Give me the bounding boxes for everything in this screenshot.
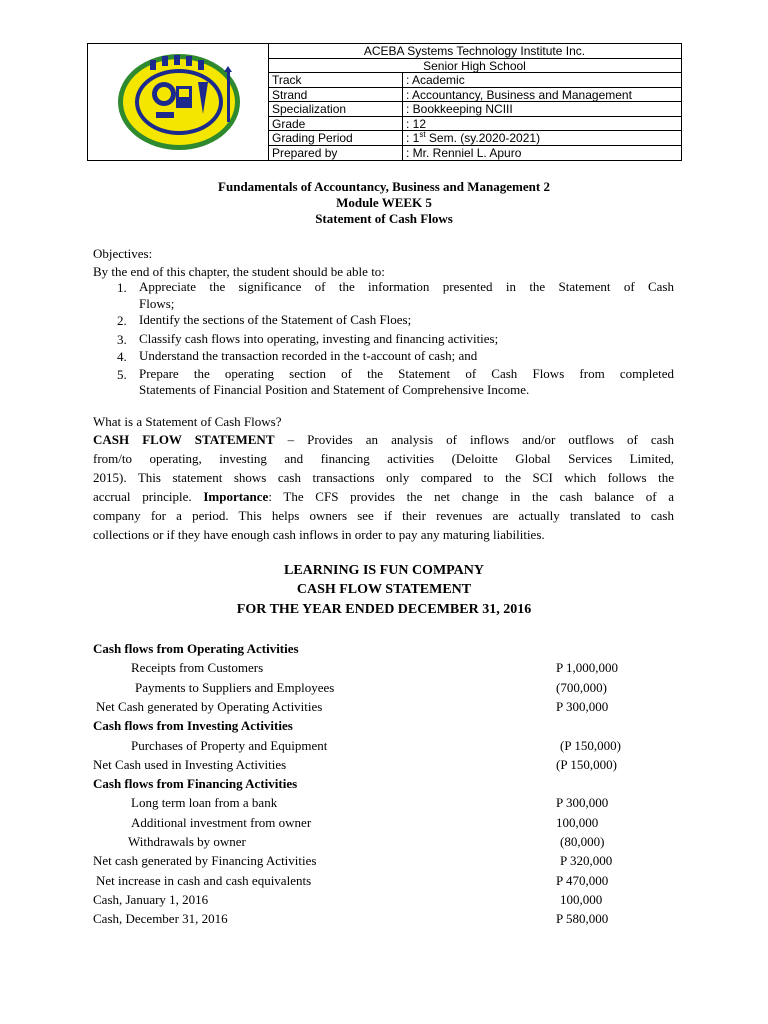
- objective-number: 1.: [117, 280, 127, 295]
- objective-number: 4.: [117, 349, 127, 364]
- line-item-label: Additional investment from owner: [131, 814, 312, 830]
- prepared-by-key: Prepared by: [272, 145, 338, 160]
- school-header-table: [87, 43, 682, 161]
- statement-name: CASH FLOW STATEMENT: [296, 582, 472, 597]
- cash-flow-row: [0, 873, 768, 892]
- cash-flow-row: [0, 795, 768, 814]
- cash-flow-row: [0, 834, 768, 853]
- strand-row: [268, 88, 681, 103]
- line-item-label: Net cash generated by Financing Activities: [93, 853, 317, 869]
- line-item-label: Withdrawals by owner: [128, 834, 246, 849]
- objectives-intro: By the end of this chapter, the student should be able to:: [93, 264, 385, 279]
- module-week: Module WEEK 5: [336, 195, 432, 210]
- cash-flow-row: [0, 815, 768, 834]
- importance-label: Importance: [203, 489, 269, 504]
- objective-item-1: Appreciate the significance of the information presented in the Statement of Cash: [139, 279, 674, 294]
- cash-flow-row: [0, 757, 768, 776]
- definition-line-6: collections or if they have enough cash inflows in order to pay any maturing liabilities.: [93, 527, 545, 542]
- grading-period-value: : 1st Sem. (sy.2020-2021): [402, 131, 682, 146]
- grading-period-key: Grading Period: [272, 131, 353, 145]
- statement-period: FOR THE YEAR ENDED DECEMBER 31, 2016: [236, 602, 532, 617]
- strand-key: Strand: [272, 87, 308, 102]
- line-item-amount: P 1,000,000: [556, 660, 618, 676]
- line-item-label: Cash, December 31, 2016: [93, 911, 228, 927]
- definition-line-3: 2015). This statement shows cash transactions only compared to the SCI which follows the: [93, 470, 674, 485]
- line-item-label: Net increase in cash and cash equivalents: [96, 872, 312, 888]
- section-heading: Cash flows from Investing Activities: [93, 718, 293, 734]
- cash-flow-row: [0, 641, 768, 660]
- subject-title: Fundamentals of Accountancy, Business and Management 2: [218, 179, 550, 194]
- cash-flow-row: [0, 699, 768, 718]
- cash-flow-row: [0, 911, 768, 930]
- line-item-amount: (P 150,000): [556, 756, 617, 772]
- company-name: LEARNING IS FUN COMPANY: [283, 563, 485, 578]
- line-item-label: Receipts from Customers: [131, 660, 264, 676]
- objective-number: 3.: [117, 332, 127, 347]
- objective-item-5-cont: Statements of Financial Position and Statement of Comprehensive Income.: [139, 382, 530, 397]
- logo-cell: [88, 44, 269, 160]
- track-value: : Academic: [402, 73, 682, 88]
- module-topic: Statement of Cash Flows: [315, 211, 453, 226]
- cash-flow-row: [0, 680, 768, 699]
- cash-flow-row: [0, 660, 768, 679]
- track-row: [268, 73, 681, 88]
- school-name: Senior High School: [423, 58, 526, 73]
- line-item-amount: P 300,000: [556, 698, 609, 714]
- line-item-label: Payments to Suppliers and Employees: [135, 679, 335, 695]
- objective-item-3: Classify cash flows into operating, investing and financing activities;: [139, 331, 499, 346]
- line-item-amount: (P 150,000): [560, 737, 621, 753]
- objectives-heading: Objectives:: [93, 246, 153, 261]
- specialization-key: Specialization: [272, 102, 347, 116]
- objective-number: 2.: [117, 313, 127, 328]
- objective-item-4: Understand the transaction recorded in the t-account of cash; and: [139, 348, 478, 363]
- institution-name: ACEBA Systems Technology Institute Inc.: [363, 44, 586, 58]
- definition-question: What is a Statement of Cash Flows?: [93, 414, 282, 429]
- cash-flow-row: [0, 853, 768, 872]
- definition-term: CASH FLOW STATEMENT: [93, 432, 275, 447]
- definition-line-5: company for a period. This helps owners see if their revenues are actually translated to cash: [93, 508, 674, 523]
- prepared-by-value: : Mr. Renniel L. Apuro: [402, 146, 682, 161]
- line-item-amount: P 320,000: [560, 853, 613, 869]
- cash-flow-row: [0, 776, 768, 795]
- definition-line-2: from/to operating, investing and financing activities (Deloitte Global Services Limited,: [93, 451, 674, 466]
- line-item-amount: 100,000: [556, 814, 599, 830]
- line-item-amount: 100,000: [560, 891, 603, 907]
- grade-row: [268, 117, 681, 132]
- line-item-label: Net Cash generated by Operating Activities: [96, 698, 323, 714]
- line-item-label: Purchases of Property and Equipment: [131, 737, 328, 753]
- school-row: [268, 59, 681, 74]
- line-item-amount: P 300,000: [556, 795, 609, 811]
- objective-number: 5.: [117, 367, 127, 382]
- specialization-row: [268, 102, 681, 117]
- specialization-value: : Bookkeeping NCIII: [402, 102, 682, 117]
- definition-line-4: accrual principle. Importance: The CFS provides the net change in the cash balance of a: [93, 489, 674, 504]
- line-item-amount: (700,000): [556, 679, 607, 695]
- cash-flow-row: [0, 718, 768, 737]
- school-logo-icon: [116, 52, 242, 152]
- grade-key: Grade: [272, 116, 306, 131]
- objective-item-5: Prepare the operating section of the Statement of Cash Flows from completed: [139, 366, 674, 381]
- grading-period-row: [268, 131, 681, 146]
- strand-value: : Accountancy, Business and Management: [402, 88, 682, 103]
- line-item-amount: P 580,000: [556, 911, 609, 927]
- line-item-label: Net Cash used in Investing Activities: [93, 756, 287, 772]
- definition-line-1: CASH FLOW STATEMENT – Provides an analysis of inflows and/or outflows of cash: [93, 432, 675, 447]
- track-key: Track: [272, 73, 302, 87]
- section-heading: Cash flows from Operating Activities: [93, 641, 299, 656]
- section-heading: Cash flows from Financing Activities: [93, 776, 298, 792]
- prepared-by-row: [268, 146, 681, 161]
- objective-item-1-cont: Flows;: [139, 296, 175, 311]
- objective-item-2: Identify the sections of the Statement of Cash Floes;: [139, 312, 412, 327]
- line-item-amount: (80,000): [560, 834, 605, 849]
- line-item-label: Cash, January 1, 2016: [93, 891, 209, 907]
- institution-row: [268, 44, 681, 59]
- grade-value: : 12: [402, 117, 682, 132]
- line-item-label: Long term loan from a bank: [131, 795, 278, 811]
- cash-flow-row: [0, 892, 768, 911]
- line-item-amount: P 470,000: [556, 872, 609, 888]
- cash-flow-row: [0, 738, 768, 757]
